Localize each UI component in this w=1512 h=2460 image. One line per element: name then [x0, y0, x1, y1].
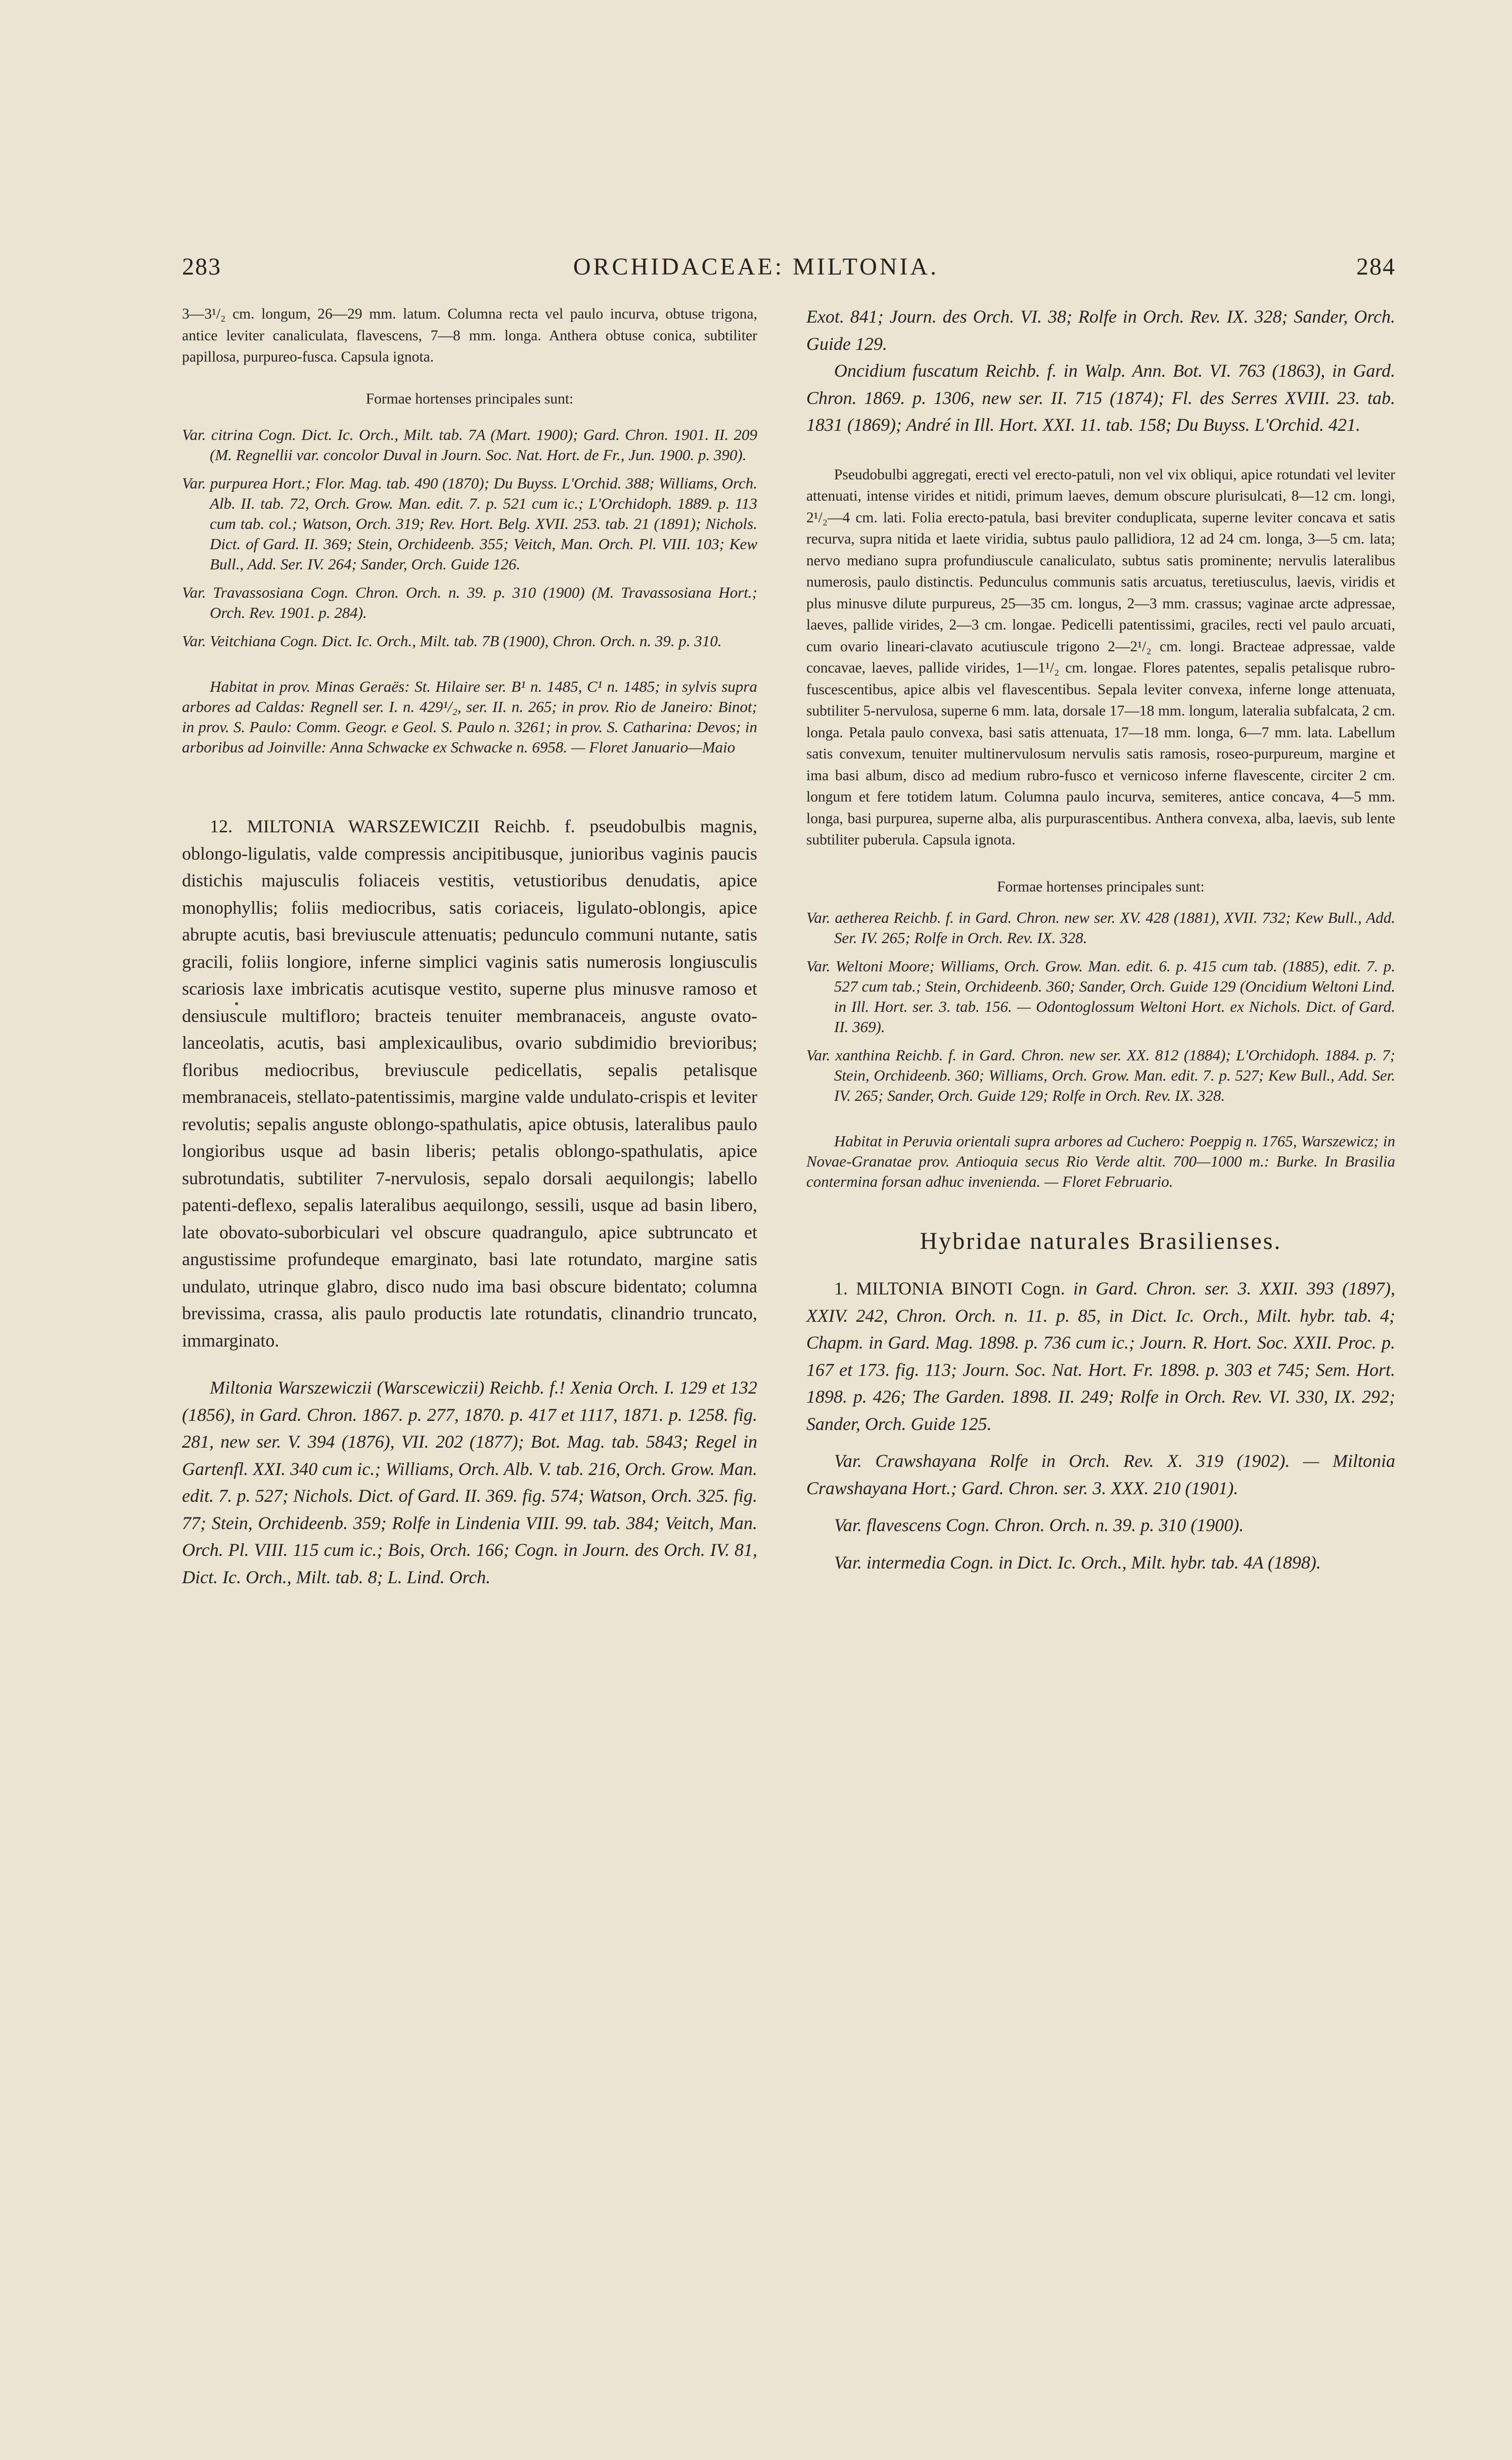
- variety-travassosiana: Var. Travassosiana Cogn. Chron. Orch. n. 39. p. 310 (1900) (M. Travassosiana Hort.; Orch. Rev. 1901. p. 284).: [182, 584, 757, 621]
- right-column: [806, 303, 1395, 1576]
- variety-veitchiana: Var. Veitchiana Cogn. Dict. Ic. Orch., Milt. tab. 7B (1900), Chron. Orch. n. 39. p. 310.: [182, 632, 722, 650]
- variety-flavescens: Var. flavescens Cogn. Chron. Orch. n. 39. p. 310 (1900).: [834, 1515, 1244, 1535]
- left-column: [182, 303, 757, 1591]
- hybrid-title: 1. MILTONIA BINOTI Cogn.: [834, 1278, 1065, 1299]
- variety-xanthina: Var. xanthina Reichb. f. in Gard. Chron. new ser. XX. 812 (1884); L'Orchidoph. 1884. p. 7; Stein, Orchideenb. 360; Williams, Orch. Grow. Man. edit. 7. p. 527; Kew Bull., Add. Ser. IV. 265; Sander, Orch. Guide 129; Rolfe in Orch. Rev. IX. 328.: [806, 1046, 1395, 1104]
- variety-purpurea: Var. purpurea Hort.; Flor. Mag. tab. 490 (1870); Du Buyss. L'Orchid. 388; Williams, Orch. Alb. II. tab. 72, Orch. Grow. Man. edit. 7. p. 521 cum ic.; L'Orchidoph. 1889. p. 113 cum tab. col.; Watson, Orch. 319; Rev. Hort. Belg. XVII. 253. tab. 21 (1891); Nichols. Dict. of Gard. II. 369; Stein, Orchideenb. 355; Veitch, Man. Orch. Pl. VIII. 103; Kew Bull., Add. Ser. IV. 264; Sander, Orch. Guide 126.: [182, 474, 757, 573]
- hybrid-references: in Gard. Chron. ser. 3. XXII. 393 (1897), XXIV. 242, Chron. Orch. n. 11. p. 85, in Dict. Ic. Orch., Milt. hybr. tab. 4; Chapm. in Gard. Mag. 1898. p. 736 cum ic.; Journ. R. Hort. Soc. XXII. Proc. p. 167 et 173. fig. 113; Journ. Soc. Nat. Hort. Fr. 1898. p. 303 et 745; Sem. Hort. 1898. p. 426; The Garden. 1898. II. 249; Rolfe in Orch. Rev. VI. 330, IX. 292; Sander, Orch. Guide 125.: [806, 1278, 1396, 1434]
- page-number-right: 284: [1356, 253, 1396, 280]
- variety-citrina: Var. citrina Cogn. Dict. Ic. Orch., Milt. tab. 7A (Mart. 1900); Gard. Chron. 1901. II. 209 (M. Regnellii var. concolor Duval in Journ. Soc. Nat. Hort. de Fr., Jun. 1900. p. 390).: [182, 426, 757, 464]
- variety-weltoni: Var. Weltoni Moore; Williams, Orch. Grow. Man. edit. 6. p. 415 cum tab. (1885), edit. 7. p. 527 cum tab.; Stein, Orchideenb. 360; Sander, Orch. Guide 129 (Oncidium Weltoni Lind. in Ill. Hort. ser. 3. tab. 156. — Odontoglossum Weltoni Hort. ex Nichols. Dict. of Gard. II. 369).: [806, 957, 1395, 1036]
- running-head: ORCHIDACEAE: MILTONIA.: [573, 253, 939, 280]
- species-description-detailed: Pseudobulbi aggregati, erecti vel erecto-patuli, non vel vix obliqui, apice rotundati vel leviter attenuati, intense virides et nitidi, primum laeves, demum obscure plurisulcati, 8—12 cm. longi, 2¹/₂—4 cm. lati. Folia erecto-patula, basi breviter conduplicata, superne leviter concava et satis recurva, supra nitida et laete viridia, subtus paulo pallidiora, 12 ad 24 cm. longa, 3—5 cm. lata; nervo mediano supra profundiuscule canaliculato, subtus satis prominente; nervulis lateralibus numerosis, paulo distinctis. Pedunculus communis satis arcuatus, teretiusculus, laevis, viridis et plus minusve dilute purpureus, 25—35 cm. longus, 2—3 mm. crassus; vaginae arcte adpressae, laeves, pallide virides, 2—3 cm. longae. Pedicelli patentissimi, graciles, recti vel paulo arcuati, cum ovario lineari-clavato acutiuscule trigono 2—2¹/₂ cm. longi. Bracteae adpressae, valde concavae, laeves, pallide virides, 1—1¹/₂ cm. longae. Flores patentes, sepalis petalisque rubro-fuscescentibus, apice albis vel flavescentibus. Sepala leviter convexa, inferne longe attenuata, subtiliter 5-nervulosa, superne 6 mm. lata, dorsale 17—18 mm. longum, lateralia subfalcata, 2 cm. longa. Petala paulo convexa, basi satis attenuata, 17—18 mm. longa, 6—7 mm. lata. Labellum satis convexum, tenuiter multinervulosum nervulis satis ramosis, roseo-purpureum, margine et ima basi album, disco ad medium rubro-fusco et vernicoso inferne flavescente, circiter 2 cm. longum et fere totidem latum. Columna paulo incurva, semiteres, antice concava, 4—5 mm. longa, basi purpurea, superne alba, alis purpurascentibus. Anthera convexa, alba, laevis, sub lente subtiliter puberula. Capsula ignota.: [806, 466, 1395, 848]
- variety-crawshayana: Var. Crawshayana Rolfe in Orch. Rev. X. 319 (1902). — Miltonia Crawshayana Hort.; Gard. Chron. ser. 3. XXX. 210 (1901).: [806, 1451, 1395, 1498]
- hybrid-section-heading: Hybridae naturales Brasilienses.: [920, 1228, 1282, 1255]
- description-continuation: 3—3¹/₂ cm. longum, 26—29 mm. latum. Columna recta vel paulo incurva, obtuse trigona, antice leviter canaliculata, flavescens, 7—8 mm. longa. Anthera obtuse conica, subtiliter papillosa, purpureo-fusca. Capsula ignota.: [182, 306, 757, 365]
- stray-dot-mark: [235, 1002, 238, 1005]
- species-synonymy: Miltonia Warszewiczii (Warscewiczii) Reichb. f.! Xenia Orch. I. 129 et 132 (1856), in Gard. Chron. 1867. p. 277, 1870. p. 417 et 1117, 1871. p. 1258. fig. 281, new ser. V. 394 (1876), VII. 202 (1877); Bot. Mag. tab. 5843; Regel in Gartenfl. XXI. 340 cum ic.; Williams, Orch. Alb. V. tab. 216, Orch. Grow. Man. edit. 7. p. 527; Nichols. Dict. of Gard. II. 369. fig. 574; Watson, Orch. 325. fig. 77; Stein, Orchideenb. 359; Rolfe in Lindenia VIII. 99. tab. 384; Veitch, Man. Orch. Pl. VIII. 115 cum ic.; Bois, Orch. 166; Cogn. in Journ. des Orch. IV. 81, Dict. Ic. Orch., Milt. tab. 8; L. Lind. Orch.: [182, 1377, 757, 1587]
- oncidium-synonym: Oncidium fuscatum Reichb. f. in Walp. Ann. Bot. VI. 763 (1863), in Gard. Chron. 1869. p. 1306, new ser. II. 715 (1874); Fl. des Serres XVIII. 23. tab. 1831 (1869); André in Ill. Hort. XXI. 11. tab. 158; Du Buyss. L'Orchid. 421.: [806, 361, 1395, 435]
- synonymy-continuation: Exot. 841; Journ. des Orch. VI. 38; Rolfe in Orch. Rev. IX. 328; Sander, Orch. Guide 129.: [806, 306, 1395, 354]
- habitat-note-right: Habitat in Peruvia orientali supra arbores ad Cuchero: Poeppig n. 1765, Warszewicz; in Novae-Granatae prov. Antioquia secus Rio Verde altit. 700—1000 m.: Burke. In Brasilia contermina forsan adhuc invenienda. — Floret Februario.: [806, 1132, 1395, 1190]
- variety-aetherea: Var. aetherea Reichb. f. in Gard. Chron. new ser. XV. 428 (1881), XVII. 732; Kew Bull., Add. Ser. IV. 265; Rolfe in Orch. Rev. IX. 328.: [806, 909, 1395, 947]
- species-entry: [182, 813, 757, 1354]
- species-title: 12. MILTONIA WARSZEWICZII Reichb. f.: [210, 816, 575, 836]
- habitat-note: Habitat in prov. Minas Geraës: St. Hilaire ser. B¹ n. 1485, C¹ n. 1485; in sylvis supra arbores ad Caldas: Regnell ser. I. n. 429¹/₂, ser. II. n. 265; in prov. Rio de Janeiro: Binot; in prov. S. Paulo: Comm. Geogr. e Geol. S. Paulo n. 3261; in prov. S. Catharina: Devos; in arboribus ad Joinville: Anna Schwacke ex Schwacke n. 6958. — Floret Januario—Maio: [182, 678, 757, 756]
- formae-heading: Formae hortenses principales sunt:: [365, 390, 574, 407]
- hybrid-entry-binoti: [806, 1275, 1395, 1438]
- species-description: pseudobulbis magnis, oblongo-ligulatis, valde compressis ancipitibusque, junioribus vaginis paucis distichis majusculis foliaceis vestitis, vetustioribus denudatis, apice monophyllis; foliis mediocribus, satis coriaceis, ligulato-oblongis, apice abrupte acutis, basi breviuscule attenuatis; pedunculo communi nutante, satis gracili, foliis longiore, inferne simplici vaginis satis numerosis longiusculis scariosis laxe imbricatis acutisque vestito, superne plus minusve ramoso et densiuscule multifloro; bracteis tenuiter membranaceis, anguste ovato-lanceolatis, acutis, basi amplexicaulibus, ovario subdimidio brevioribus; floribus mediocribus, breviuscule pedicellatis, sepalis petalisque membranaceis, stellato-patentissimis, margine valde undulato-crispis et leviter revolutis; sepalis anguste oblongo-spathulatis, apice obtusis, lateralibus paulo longioribus usque ad basin liberis; petalis oblongo-spathulatis, apice subrotundatis, subtiliter 7-nervulosis, sepalo dorsali aequilongis; labello patenti-deflexo, sepalis lateralibus aequilongo, sessili, usque ad basin libero, late obovato-suborbiculari vel obscure quadrangulo, apice subtruncato et angustissime profundeque emarginato, basi late rotundato, margine satis undulato, utrinque glabro, disco nudo ima basi obscure bidentato; columna brevissima, crassa, alis paulo productis late rotundatis, clinandrio truncato, immarginato.: [182, 816, 758, 1351]
- variety-intermedia: Var. intermedia Cogn. in Dict. Ic. Orch., Milt. hybr. tab. 4A (1898).: [834, 1552, 1321, 1573]
- page-number-left: 283: [182, 253, 221, 280]
- formae-heading-right: Formae hortenses principales sunt:: [997, 878, 1205, 895]
